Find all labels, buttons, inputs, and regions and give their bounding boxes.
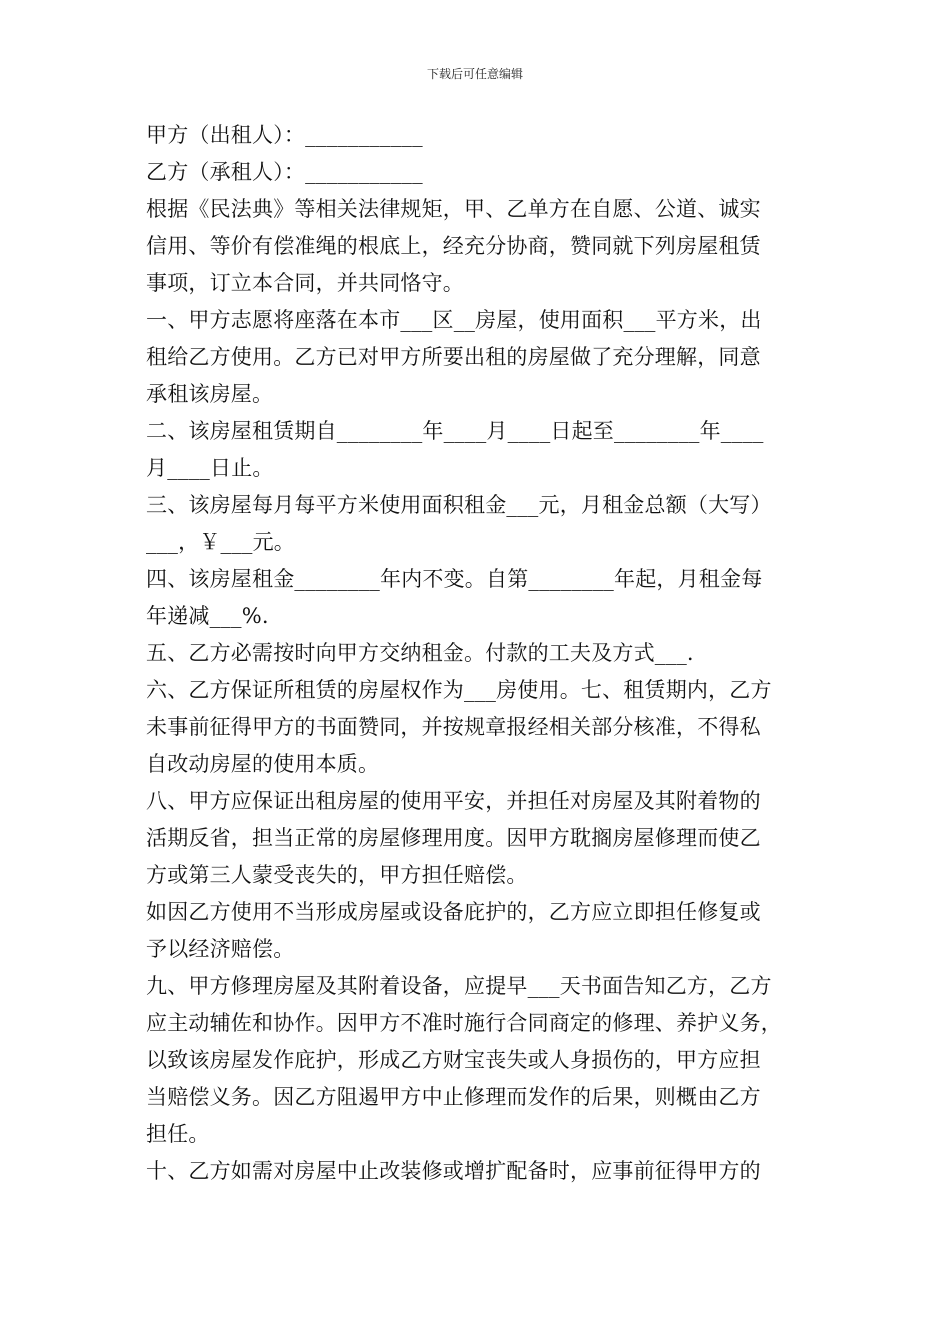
party-b-line: 乙方（承租人）：___________ <box>146 160 423 184</box>
contract-body <box>146 117 811 1190</box>
clause-9-line: 应主动辅佐和协作。因甲方不准时施行合同商定的修理、养护义务， <box>146 1011 782 1035</box>
clause-9-line: 担任。 <box>146 1122 210 1146</box>
clause-1-line: 一、甲方志愿将座落在本市___区__房屋，使用面积___平方米，出 <box>146 308 762 332</box>
clause-10-line: 十、乙方如需对房屋中止改装修或增扩配备时，应事前征得甲方的 <box>146 1159 761 1183</box>
clause-4-line: 年递减___%. <box>146 604 269 628</box>
clause-2-line: 二、该房屋租赁期自________年____月____日起至________年____ <box>146 419 764 443</box>
page-header: 下载后可任意编辑 <box>426 67 523 81</box>
clause-7-line: 自改动房屋的使用本质。 <box>146 752 380 776</box>
clause-3-line: 三、该房屋每月每平方米使用面积租金___元，月租金总额（大写） <box>146 493 772 517</box>
clause-7-line: 未事前征得甲方的书面赞同，并按规章报经相关部分核准，不得私 <box>146 715 761 739</box>
clause-8-line: 八、甲方应保证出租房屋的使用平安，并担任对房屋及其附着物的 <box>146 789 761 813</box>
clause-6-7-line: 六、乙方保证所租赁的房屋权作为___房使用。七、租赁期内，乙方 <box>146 678 772 702</box>
clause-8-line: 方或第三人蒙受丧失的，甲方担任赔偿。 <box>146 863 528 887</box>
clause-9-line: 九、甲方修理房屋及其附着设备，应提早___天书面告知乙方，乙方 <box>146 974 772 998</box>
preamble-line: 根据《民法典》等相关法律规矩，甲、乙单方在自愿、公道、诚实 <box>146 197 761 221</box>
party-a-line: 甲方（出租人）：___________ <box>146 123 423 147</box>
clause-9-line: 以致该房屋发作庇护，形成乙方财宝丧失或人身损伤的，甲方应担 <box>146 1048 761 1072</box>
preamble-line: 信用、等价有偿准绳的根底上，经充分协商，赞同就下列房屋租赁 <box>146 234 761 258</box>
clause-8-extra-line: 如因乙方使用不当形成房屋或设备庇护的，乙方应立即担任修复或 <box>146 900 761 924</box>
clause-2-line: 月____日止。 <box>146 456 274 480</box>
clause-1-line: 承租该房屋。 <box>146 382 274 406</box>
clause-4-line: 四、该房屋租金________年内不变。自第________年起，月租金每 <box>146 567 763 591</box>
clause-1-line: 租给乙方使用。乙方已对甲方所要出租的房屋做了充分理解，同意 <box>146 345 761 369</box>
clause-5-line: 五、乙方必需按时向甲方交纳租金。付款的工夫及方式___. <box>146 641 694 665</box>
clause-9-line: 当赔偿义务。因乙方阻遏甲方中止修理而发作的后果，则概由乙方 <box>146 1085 761 1109</box>
preamble-line: 事项，订立本合同，并共同恪守。 <box>146 271 464 295</box>
clause-3-line: ___，￥___元。 <box>146 530 295 554</box>
clause-8-line: 活期反省，担当正常的房屋修理用度。因甲方耽搁房屋修理而使乙 <box>146 826 761 850</box>
clause-8-extra-line: 予以经济赔偿。 <box>146 937 295 961</box>
